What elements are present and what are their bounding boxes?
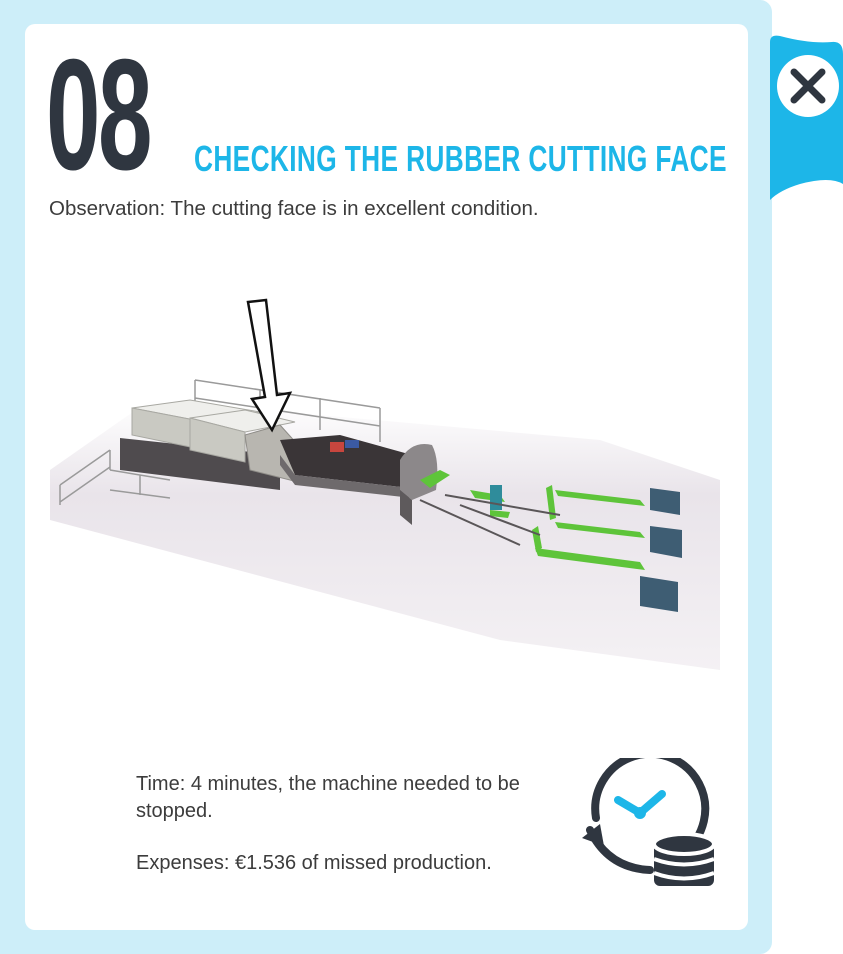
expenses-text: Expenses: €1.536 of missed production. [136, 852, 492, 874]
close-button[interactable] [777, 55, 839, 117]
close-icon [777, 55, 839, 117]
info-block [136, 771, 576, 877]
step-number: 08 [46, 27, 151, 203]
step-title: CHECKING THE RUBBER CUTTING FACE [194, 138, 727, 179]
time-text: Time: 4 minutes, the machine needed to be stopped. [136, 773, 520, 822]
production-line-illustration [40, 290, 720, 680]
observation-text: Observation: The cutting face is in excellent condition. [49, 197, 539, 220]
clock-coins-icon [578, 758, 718, 890]
